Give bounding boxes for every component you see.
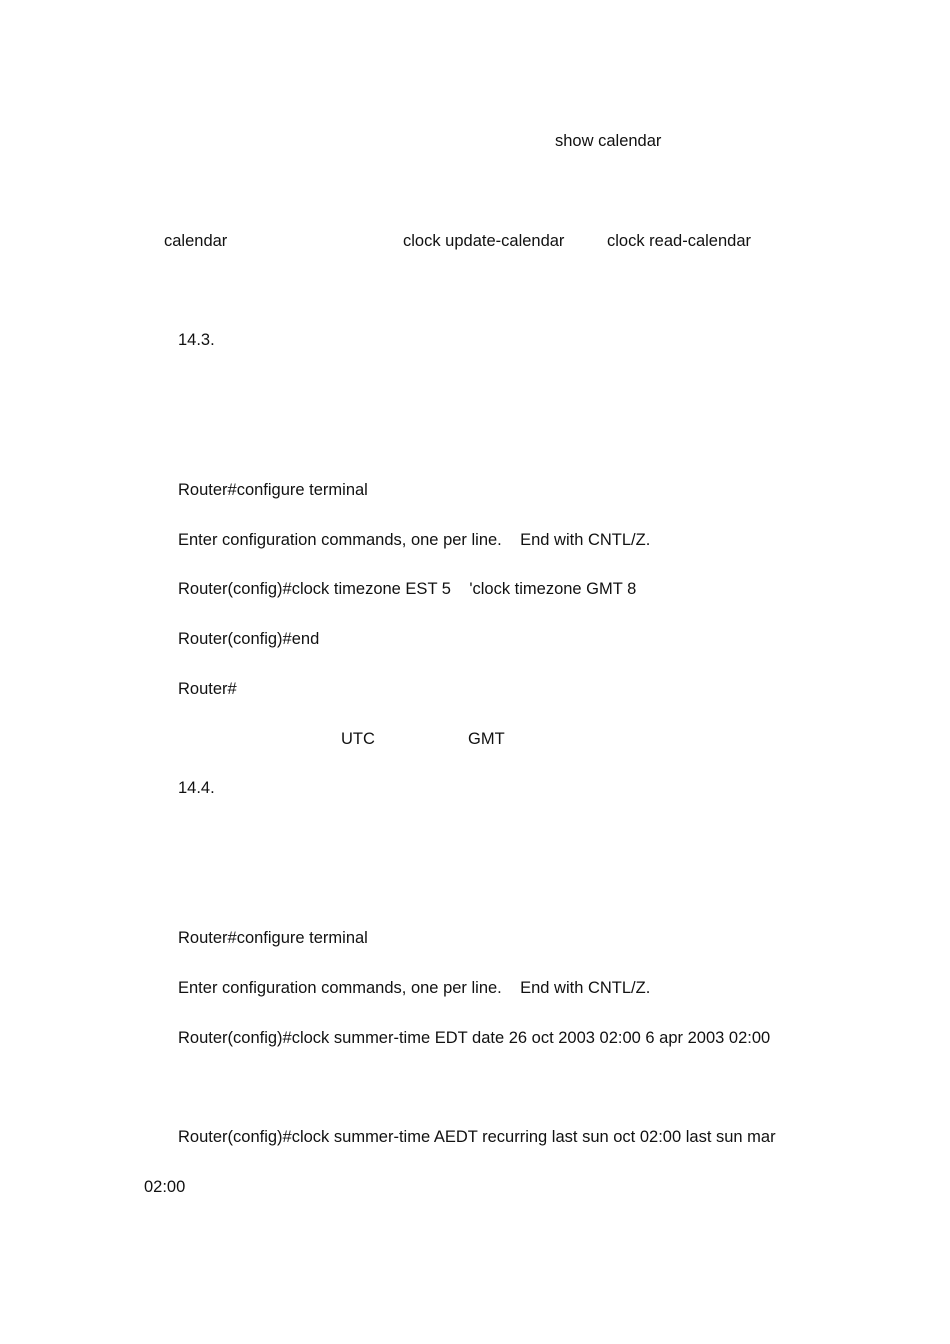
- code-line: Router(config)#end: [178, 630, 320, 648]
- code-line: Router(config)#clock summer-time EDT date 26 oct 2003 02:00 6 apr 2003 02:00: [178, 1029, 771, 1047]
- code-line: Router(config)#clock summer-time AEDT recurring last sun oct 02:00 last sun mar: [178, 1128, 776, 1146]
- code-line: Router(config)#clock timezone EST 5 'clock timezone GMT 8: [178, 580, 637, 598]
- calendar-text: calendar: [164, 232, 228, 250]
- section-heading-14-4: 14.4.: [178, 779, 215, 797]
- gmt-text: GMT: [468, 730, 505, 748]
- utc-text: UTC: [341, 730, 375, 748]
- clock-read-calendar-text: clock read-calendar: [607, 232, 751, 250]
- show-calendar-text: show calendar: [555, 132, 662, 150]
- clock-update-calendar-text: clock update-calendar: [403, 232, 565, 250]
- code-line-continuation: 02:00: [144, 1178, 186, 1196]
- code-line: Enter configuration commands, one per line. End with CNTL/Z.: [178, 979, 651, 997]
- code-line: Enter configuration commands, one per line. End with CNTL/Z.: [178, 531, 651, 549]
- code-line: Router#configure terminal: [178, 929, 368, 947]
- code-line: Router#: [178, 680, 237, 698]
- code-line: Router#configure terminal: [178, 481, 368, 499]
- section-heading-14-3: 14.3.: [178, 331, 215, 349]
